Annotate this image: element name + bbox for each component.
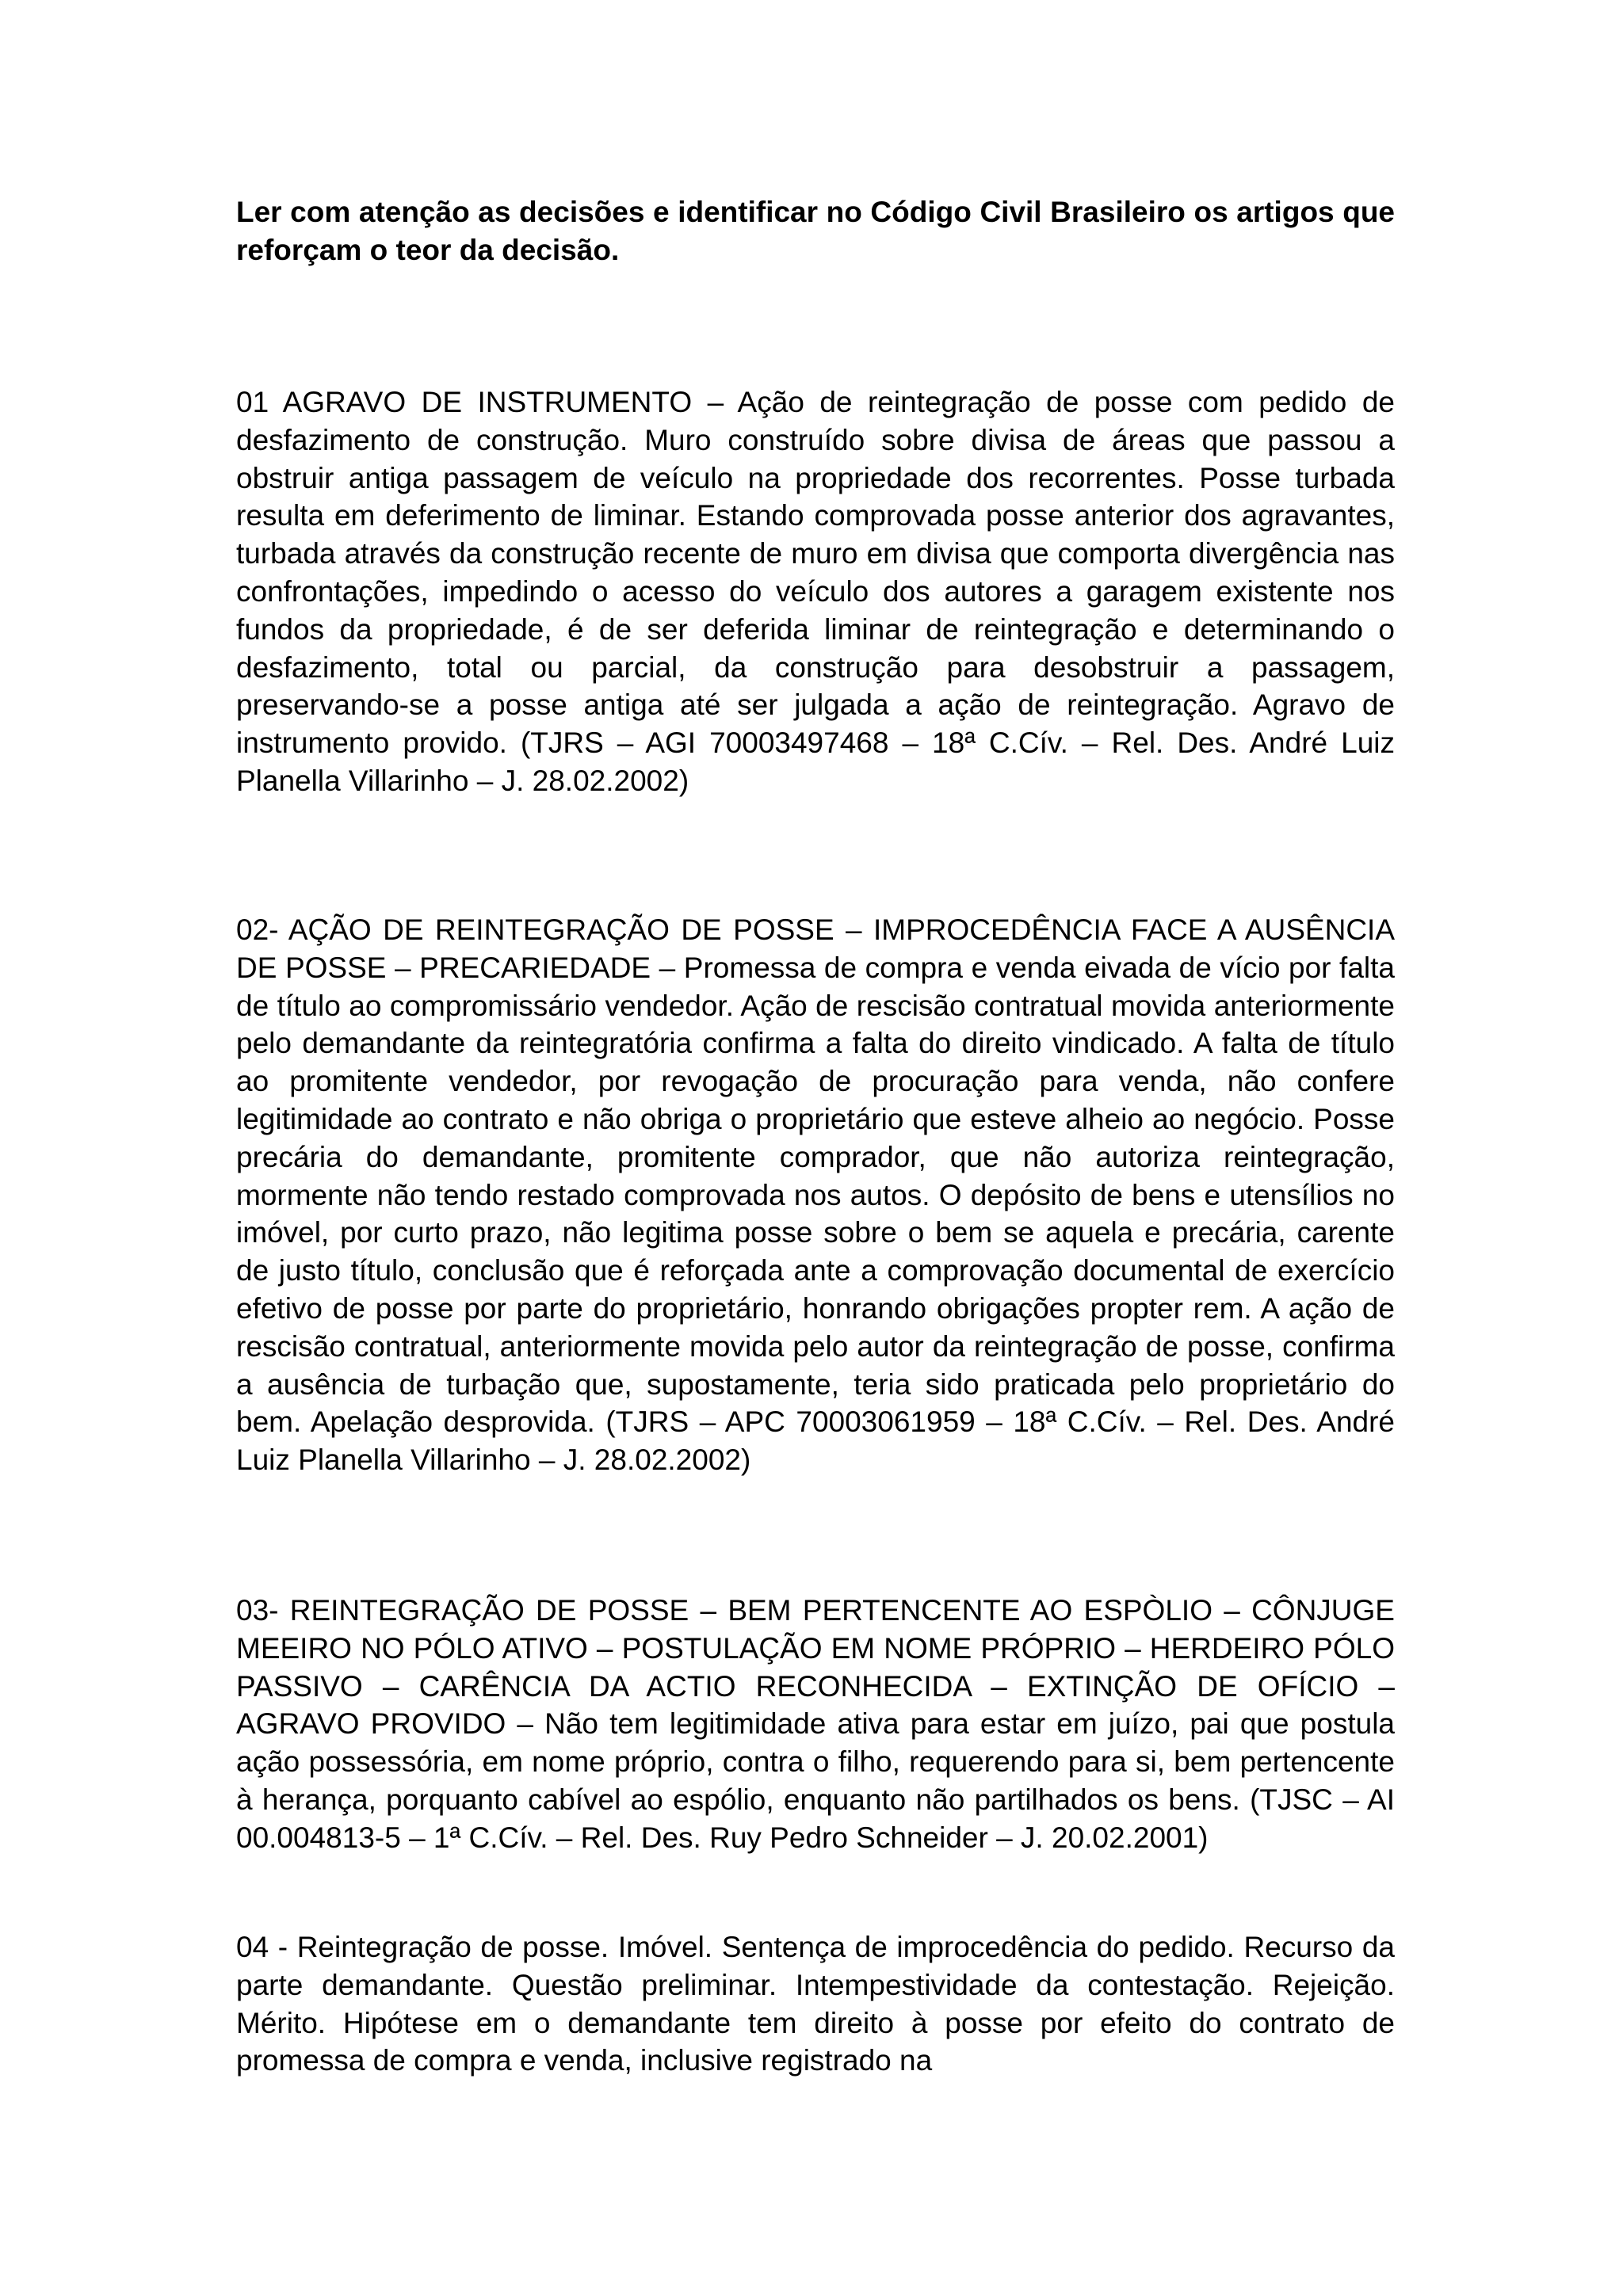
decision-paragraph-04: 04 - Reintegração de posse. Imóvel. Sentença de improcedência do pedido. Recurso da parte demandante. Questão preliminar. Intempestividade da contestação. Rejeição. Mérito. Hipótese em o demandante tem direito à posse por efeito do contrato de promessa de compra e venda, inclusive registrado na <box>236 1931 1395 2077</box>
decision-paragraph-01: 01 AGRAVO DE INSTRUMENTO – Ação de reintegração de posse com pedido de desfazimento de construção. Muro construído sobre divisa de áreas que passou a obstruir antiga passagem de veículo na propriedade dos recorrentes. Posse turbada resulta em deferimento de liminar. Estando comprovada posse anterior dos agravantes, turbada através da construção recente de muro em divisa que comporta divergência nas confrontações, impedindo o acesso do veículo dos autores a garagem existente nos fundos da propriedade, é de ser deferida liminar de reintegração e determinando o desfazimento, total ou parcial, da construção para desobstruir a passagem, preservando-se a posse antiga até ser julgada a ação de reintegração. Agravo de instrumento provido. (TJRS – AGI 70003497468 – 18ª C.Cív. – Rel. Des. André Luiz Planella Villarinho – J. 28.02.2002) <box>236 386 1395 797</box>
decision-paragraph-02: 02- AÇÃO DE REINTEGRAÇÃO DE POSSE – IMPROCEDÊNCIA FACE A AUSÊNCIA DE POSSE – PRECARIEDADE – Promessa de compra e venda eivada de vício por falta de título ao compromissário vendedor. Ação de rescisão contratual movida anteriormente pelo demandante da reintegratória confirma a falta do direito vindicado. A falta de título ao promitente vendedor, por revogação de procuração para venda, não confere legitimidade ao contrato e não obriga o proprietário que esteve alheio ao negócio. Posse precária do demandante, promitente comprador, que não autoriza reintegração, mormente não tendo restado comprovada nos autos. O depósito de bens e utensílios no imóvel, por curto prazo, não legitima posse sobre o bem se aquela e precária, carente de justo título, conclusão que é reforçada ante a comprovação documental de exercício efetivo de posse por parte do proprietário, honrando obrigações propter rem. A ação de rescisão contratual, anteriormente movida pelo autor da reintegração de posse, confirma a ausência de turbação que, supostamente, teria sido praticada pelo proprietário do bem. Apelação desprovida. (TJRS – APC 70003061959 – 18ª C.Cív. – Rel. Des. André Luiz Planella Villarinho – J. 28.02.2002) <box>236 913 1395 1477</box>
decision-paragraph-03: 03- REINTEGRAÇÃO DE POSSE – BEM PERTENCENTE AO ESPÒLIO – CÔNJUGE MEEIRO NO PÓLO ATIVO – POSTULAÇÃO EM NOME PRÓPRIO – HERDEIRO PÓLO PASSIVO – CARÊNCIA DA ACTIO RECONHECIDA – EXTINÇÃO DE OFÍCIO – AGRAVO PROVIDO – Não tem legitimidade ativa para estar em juízo, pai que postula ação possessória, em nome próprio, contra o filho, requerendo para si, bem pertencente à herança, porquanto cabível ao espólio, enquanto não partilhados os bens. (TJSC – AI 00.004813-5 – 1ª C.Cív. – Rel. Des. Ruy Pedro Schneider – J. 20.02.2001) <box>236 1594 1395 1854</box>
document-page <box>236 0 1395 2296</box>
instruction-heading: Ler com atenção as decisões e identificar no Código Civil Brasileiro os artigos que reforçam o teor da decisão. <box>236 196 1395 266</box>
